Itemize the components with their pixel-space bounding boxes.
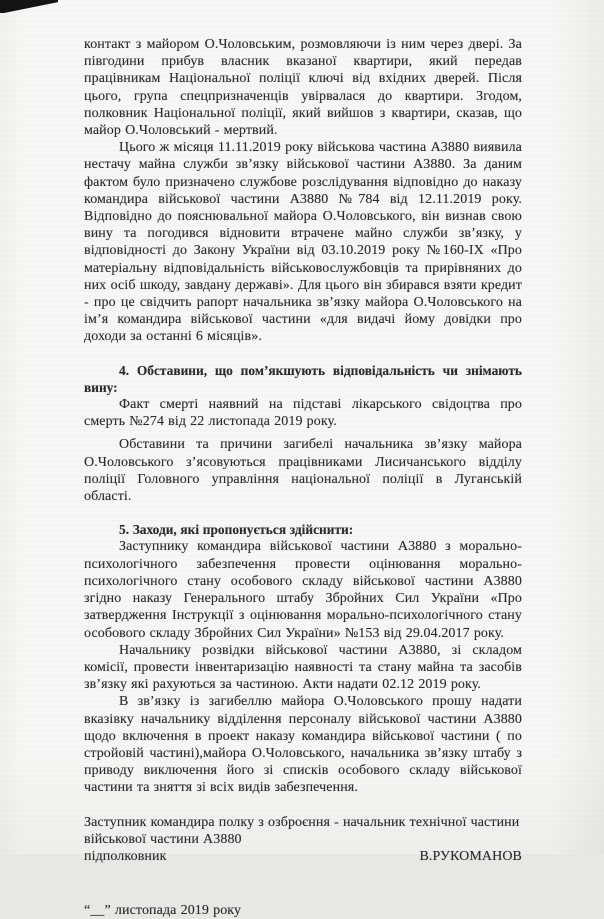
paragraph-personnel-exclusion: В зв’язку із загибеллю майора О.Чоловського прошу надати вказівку начальнику відділення персоналу військової частини А3880 щодо включення в проект наказу командира військової частини ( по стройовій частині),майора О.Чоловського, начальника зв’язку штабу з приводу виключення його зі списків особового складу військової частини та зняття зі всіх видів забезпечення. [84,694,522,796]
signature-position-line-1: Заступник командира полку з озброєння - начальник технічної частини [84,814,520,830]
paragraph-inventory-order: Начальнику розвідки військової частини А3880, зі складом комісії, провести інвентаризацію наявності та стану майна та засобів зв’язку які рахуються за частиною. Акти надати 02.12 2019 року. [84,642,522,693]
signature-rank-name-row [84,848,522,865]
date-line: “__” листопада 2019 року [84,903,242,919]
signature-position-line-2: військової частини А3880 [84,831,242,847]
paragraph-death-certificate: Факт смерті наявний на підставі лікарського свідоцтва про смерть №274 від 22 листопада 2019 року. [84,397,522,430]
paragraph-moral-psych-assessment: Заступнику командира військової частини А3880 з морально-психологічного забезпечення провести оцінювання морально-психологічного стану особового складу військової частини А3880 згідно наказу Генерального штабу Збройних Сил України «Про затвердження Інструкції з оцінювання морально-психологічного стану особового складу Збройних Сил України» №153 від 29.04.2017 року. [84,539,522,641]
signature-name: В.РУКОМАНОВ [419,848,522,864]
signature-rank: підполковник [84,848,167,864]
section-5-heading: 5. Заходи, які пропонується здійснити: [119,522,354,538]
scan-corner-artifact [0,0,58,13]
section-4-heading: 4. Обставини, що пом’якшують відповідальність чи знімають вину: [84,362,522,395]
continuation-paragraph: контакт з майором О.Чоловським, розмовляючи із ним через двері. За півгодини прибув власник вказаної квартири, який передав працівникам Національної поліції ключі від вхідних дверей. Після цього, група спецпризначенців увірвалася до квартири. Згодом, полковник Національної поліції, який вийшов з квартири, сказав, що майор О.Чоловський - мертвий. [84,37,522,139]
paragraph-police-investigation: Обставини та причини загибелі начальника зв’язку майора О.Чоловського з’ясовуються працівниками Лисичанського відділу поліції Головного управління національної поліції в Луганській області. [84,437,522,505]
document-body [84,36,522,919]
paragraph-shortage-investigation: Цього ж місяця 11.11.2019 року військова частина А3880 виявила нестачу майна служби зв’язку військової частини А3880. За даним фактом було призначено службове розслідування відповідно до наказу командира військової частини А3880 №784 від 12.11.2019 року. Відповідно до пояснювальної майора О.Чоловського, він визнав свою вину та погодився відновити втрачене майно служби зв’язку, у відповідності до Закону України від 03.10.2019 року №160-ІХ «Про матеріальну відповідальність військовослужбовців та прирівняних до них осіб шкоду, завдану державі». Для цього він збирався взяти кредит - про це свідчить рапорт начальника зв’язку майора О.Чоловського на ім’я командира військової частини «для видачі йому довідки про доходи за останні 6 місяців». [84,140,522,345]
signature-block [84,814,522,866]
